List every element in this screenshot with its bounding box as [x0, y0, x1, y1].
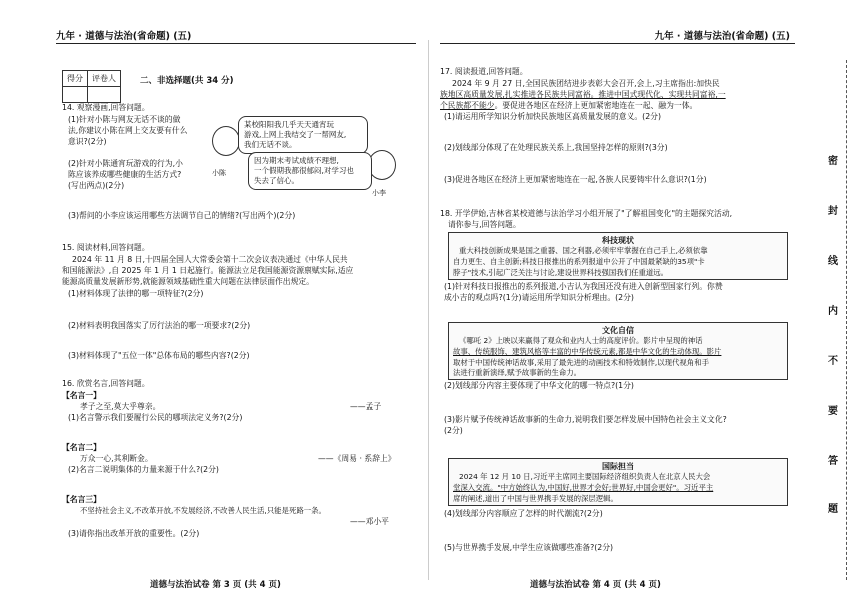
- right-page: [430, 0, 860, 608]
- right-header-rule: [440, 43, 795, 44]
- bubble1-line3: 我们无话不谈。: [244, 140, 297, 149]
- q16-m2-question: (2)名言二说明集体的力量来源于什么?(2分): [68, 465, 219, 474]
- bubble2-line2: 一个假期我都很郁闷,对学习也: [254, 166, 354, 175]
- q17-underlined-phrase: 个民族都不能少: [440, 101, 495, 110]
- box-culture-title: 文化自信: [602, 326, 634, 335]
- box-tech: [448, 232, 788, 280]
- q15-sub2: (2)材料表明我国落实了厉行法治的哪一项要求?(2分): [68, 321, 251, 330]
- seal-char-7: 答: [828, 456, 838, 467]
- box-culture-line3: 取材于中国传统神话故事,采用了最先进的动画技术和特效制作,以现代视角和手: [453, 358, 709, 367]
- cartoon-head-xiaoli: [368, 150, 396, 180]
- q17-sub1: (1)请运用所学知识分析加快民族地区高质量发展的意义。(2分): [444, 112, 662, 121]
- q14-sub3: (3)帮问的小李应该运用哪些方法调节自己的情绪?(写出两个)(2分): [68, 211, 296, 220]
- q18-sub1-line2: 成小吉的观点吗?(1分)请运用所学知识分析理由。(2分): [444, 293, 634, 302]
- q16-stem: 16. 欣赏名言,回答问题。: [62, 379, 150, 388]
- q17-material-line2: 族地区高质量发展,扎实推进各民族共同富裕。推进中国式现代化、实现共同富裕,一: [440, 90, 726, 99]
- q18-sub3-line2: (2分): [444, 426, 463, 435]
- cartoon-name-xiaochen: 小陈: [212, 169, 226, 177]
- bubble2-line1: 因为期末考试成绩不理想,: [254, 156, 339, 165]
- q16-m2-author: ——《周易 · 系辞上》: [318, 454, 396, 463]
- q16-m2-title: 【名言二】: [62, 443, 101, 452]
- section-title: 二、非选择题(共 34 分): [140, 76, 234, 86]
- seal-char-4: 内: [828, 306, 838, 317]
- box-tech-line2: 自力更生、自主创新;科技日报推出的系列报道中公开了中国最紧缺的35项"卡: [453, 257, 705, 266]
- box-tech-line1: 重大科技创新成果是国之重器、国之利器,必须牢牢掌握在自己手上,必须依靠: [459, 246, 708, 255]
- q14-sub2-line1: (2)针对小陈通宵玩游戏的行为,小: [68, 159, 183, 168]
- q16-m3-question: (3)请你指出改革开放的重要性。(2分): [68, 529, 200, 538]
- box-culture-line2: 故事、传统服饰、建筑风格等丰富的中华传统元素,都是中华文化的生动体现。影片: [453, 347, 722, 356]
- bubble2-line3: 失去了信心。: [254, 176, 299, 185]
- seal-char-8: 题: [828, 504, 838, 515]
- q16-m1-text: 孝子之至,莫大乎尊亲。: [80, 402, 161, 411]
- q18-sub2: (2)划线部分内容主要体现了中华文化的哪一特点?(1分): [444, 381, 634, 390]
- grader-cell[interactable]: [88, 87, 121, 103]
- cartoon-bubble-xiaoli: [248, 152, 372, 190]
- seal-margin: [820, 60, 860, 580]
- q14-sub1-line1: (1)针对小陈与网友无话不谈的做: [68, 115, 181, 124]
- q18-stem2: 请你参与,回答问题。: [448, 220, 521, 229]
- seal-char-2: 封: [828, 206, 838, 217]
- q15-sub1: (1)材料体现了法律的哪一项特征?(2分): [68, 289, 204, 298]
- box-international-line3: 席的阐述,道出了中国与世界携手发展的深层逻辑。: [453, 494, 618, 503]
- seal-char-3: 线: [828, 256, 838, 267]
- q17-sub3: (3)促进各地区在经济上更加紧密地连在一起,各族人民要铸牢什么意识?(1分): [444, 175, 707, 184]
- q16-m1-author: ——孟子: [350, 402, 382, 411]
- seal-char-5: 不: [828, 356, 838, 367]
- q17-stem: 17. 阅读报道,回答问题。: [440, 67, 528, 76]
- q15-material-line3: 能源高质量发展新形势,就能源领域基础性重大问题在法律层面作出规定。: [62, 277, 314, 286]
- q14-stem: 14. 观察漫画,回答问题。: [62, 103, 150, 112]
- box-culture-line4: 法进行重新演绎,赋予故事新的生命力。: [453, 368, 581, 377]
- bubble1-line2: 游戏,上网上我结交了一帮网友,: [244, 130, 347, 139]
- q17-material-line1: 2024 年 9 月 27 日,全国民族团结进步表彰大会召开,会上,习主席指出:加快民: [452, 79, 720, 88]
- q16-m3-title: 【名言三】: [62, 495, 101, 504]
- q15-material-line1: 2024 年 11 月 8 日,十四届全国人大常委会第十二次会议表决通过《中华人民共: [72, 255, 348, 264]
- box-culture-line1: 《哪吒 2》上映以来赢得了观众和业内人士的高度评价。影片中呈现的神话: [459, 336, 703, 345]
- right-footer: 道德与法治试卷 第 4 页 (共 4 页): [530, 580, 661, 590]
- q15-material-line2: 和国能源法》,自 2025 年 1 月 1 日起施行。能源法立足我国能源资源禀赋实际,适应: [62, 266, 354, 275]
- box-international: [448, 458, 788, 506]
- seal-char-1: 密: [828, 156, 838, 167]
- score-cell[interactable]: [63, 87, 88, 103]
- q16-m3-author: ——邓小平: [350, 517, 389, 526]
- q18-stem: 18. 开学伊始,吉林省某校道德与法治学习小组开展了"了解祖国变化"的主题探究活动,: [440, 209, 733, 218]
- q14-sub1-line2: 法,你建议小陈在网上交友要有什么: [68, 126, 188, 135]
- box-tech-line3: 脖子"技术,引起广泛关注与讨论,建设世界科技强国我们任重道远。: [453, 268, 669, 277]
- q18-sub5: (5)与世界携手发展,中学生应该做哪些准备?(2分): [444, 543, 614, 552]
- cartoon-bubble-xiaochen: [238, 116, 368, 154]
- q17-material-line3: [440, 100, 697, 111]
- q14-sub1-line3: 意识?(2分): [68, 137, 107, 146]
- q15-sub3: (3)材料体现了"五位一体"总体布局的哪些内容?(2分): [68, 351, 250, 360]
- q14-sub2-line2: 陈应该养成哪些健康的生活方式?: [68, 170, 182, 179]
- center-fold: [428, 40, 429, 580]
- cartoon-head-xiaochen: [212, 126, 240, 156]
- q14-sub2-line3: (写出两点)(2分): [68, 181, 125, 190]
- score-cell-label: 得分: [63, 71, 88, 87]
- box-international-line2: 堂深入交流。"中方始终认为,中国好,世界才会好;世界好,中国会更好"。习近平主: [453, 483, 714, 492]
- right-header: 九年 · 道德与法治(省命题) (五): [654, 31, 790, 42]
- box-culture: [448, 322, 788, 380]
- bubble1-line1: 某校阳阳我几乎天天通宵玩: [244, 120, 334, 129]
- left-header-rule: [56, 43, 416, 44]
- q16-m1-question: (1)名言警示我们要履行公民的哪项法定义务?(2分): [68, 413, 243, 422]
- q18-sub4: (4)划线部分内容顺应了怎样的时代潮流?(2分): [444, 509, 603, 518]
- q16-m2-text: 万众一心,其利断金。: [80, 454, 153, 463]
- box-international-title: 国际担当: [602, 462, 634, 471]
- score-table: [62, 70, 121, 103]
- left-header: 九年 · 道德与法治(省命题) (五): [56, 31, 192, 42]
- left-footer: 道德与法治试卷 第 3 页 (共 4 页): [150, 580, 281, 590]
- q17-sub2: (2)划线部分体现了在处理民族关系上,我国坚持怎样的原则?(3分): [444, 143, 668, 152]
- box-tech-title: 科技现状: [602, 236, 634, 245]
- q18-sub1-line1: (1)针对科技日报推出的系列报道,小吉认为我国还没有进入创新型国家行列。你赞: [444, 282, 723, 291]
- seal-char-6: 要: [828, 406, 838, 417]
- box-international-line1: 2024 年 12 月 10 日,习近平主席同主要国际经济组织负责人在北京人民大会: [459, 472, 711, 481]
- seal-dashed-line: [846, 60, 847, 580]
- grader-cell-label: 评卷人: [88, 71, 121, 87]
- q17-material-line3-rest: 。要促进各地区在经济上更加紧密地连在一起、融为一体。: [494, 101, 698, 110]
- q16-m3-text: 不坚持社会主义,不改革开放,不发展经济,不改善人民生活,只能是死路一条。: [80, 506, 326, 515]
- q15-stem: 15. 阅读材料,回答问题。: [62, 243, 150, 252]
- cartoon-name-xiaoli: 小李: [372, 189, 386, 197]
- q18-sub3-line1: (3)影片赋予传统神话故事新的生命力,说明我们要怎样发展中国特色社会主义文化?: [444, 415, 727, 424]
- q16-m1-title: 【名言一】: [62, 391, 101, 400]
